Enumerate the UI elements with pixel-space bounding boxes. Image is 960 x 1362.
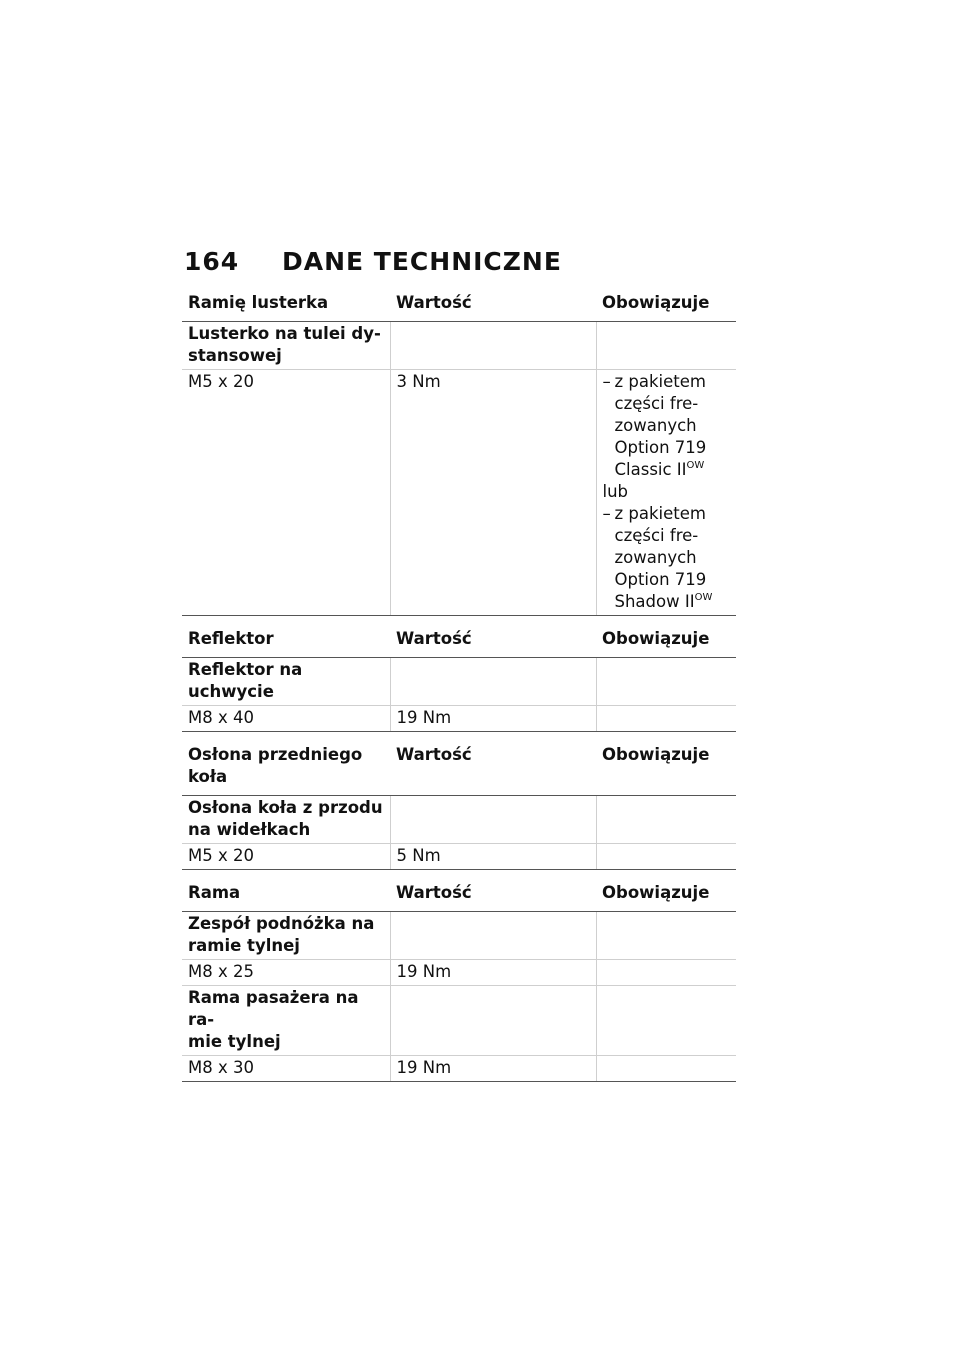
torque-tables: [182, 284, 736, 1082]
empty-cell: [390, 986, 596, 1056]
column-header-applies: Obowiązuje: [596, 620, 736, 658]
applies-or: lub: [602, 482, 629, 501]
torque-value: 19 Nm: [390, 960, 596, 986]
group-label: [182, 322, 390, 370]
applies-text: z pakietem części fre-zowanych Option 719 Shadow II: [614, 504, 707, 611]
table-row: [182, 706, 736, 732]
table-header-row: [182, 874, 736, 912]
table-frame: [182, 874, 736, 1082]
empty-cell: [596, 322, 736, 370]
section-title: DANE TECHNICZNE: [282, 246, 562, 276]
column-header-component: Rama: [182, 874, 390, 912]
ow-marker: OW: [694, 592, 713, 603]
group-label-text: Rama pasażera na ra- mie tylnej: [188, 988, 359, 1051]
group-row: [182, 796, 736, 844]
empty-cell: [596, 706, 736, 732]
table-front-fender: [182, 736, 736, 870]
bolt-size: M5 x 20: [182, 844, 390, 870]
column-header-applies: Obowiązuje: [596, 284, 736, 322]
dash-bullet: –: [602, 504, 611, 523]
applies-cell: [596, 370, 736, 616]
column-header-component: Ramię lusterka: [182, 284, 390, 322]
table-headlight: [182, 620, 736, 732]
table-header-row: [182, 620, 736, 658]
torque-value: 5 Nm: [390, 844, 596, 870]
ow-marker: OW: [686, 460, 705, 471]
empty-cell: [596, 986, 736, 1056]
empty-cell: [596, 658, 736, 706]
table-header-row: [182, 284, 736, 322]
empty-cell: [596, 960, 736, 986]
group-label-text: Lusterko na tulei dy- stansowej: [188, 324, 381, 365]
page-header: [184, 244, 562, 278]
applies-list: [603, 371, 731, 613]
empty-cell: [596, 796, 736, 844]
empty-cell: [596, 1056, 736, 1082]
applies-item: [603, 503, 731, 613]
table-mirror-arm: [182, 284, 736, 616]
torque-value: 19 Nm: [390, 1056, 596, 1082]
bolt-size: M8 x 30: [182, 1056, 390, 1082]
table-header-row: [182, 736, 736, 796]
table-row: [182, 1056, 736, 1082]
group-label: Zespół podnóżka na ramie tylnej: [182, 912, 390, 960]
empty-cell: [390, 912, 596, 960]
empty-cell: [596, 844, 736, 870]
empty-cell: [596, 912, 736, 960]
group-row: [182, 912, 736, 960]
applies-text: z pakietem części fre-zowanych Option 719 Classic II: [614, 372, 707, 479]
column-header-value: Wartość: [390, 736, 596, 796]
dash-bullet: –: [602, 372, 611, 391]
column-header-value: Wartość: [390, 284, 596, 322]
group-row: [182, 986, 736, 1056]
table-row: [182, 960, 736, 986]
column-header-applies: Obowiązuje: [596, 874, 736, 912]
table-row: [182, 844, 736, 870]
group-label: Osłona koła z przodu na widełkach: [182, 796, 390, 844]
column-header-component: Osłona przedniego koła: [182, 736, 390, 796]
group-label: Reflektor na uchwycie: [182, 658, 390, 706]
applies-item: [603, 371, 731, 481]
group-row: [182, 658, 736, 706]
bolt-size: M5 x 20: [182, 370, 390, 616]
column-header-value: Wartość: [390, 874, 596, 912]
bolt-size: M8 x 25: [182, 960, 390, 986]
empty-cell: [390, 322, 596, 370]
group-label: [182, 986, 390, 1056]
page-number: 164: [184, 246, 240, 276]
empty-cell: [390, 796, 596, 844]
column-header-value: Wartość: [390, 620, 596, 658]
torque-value: 19 Nm: [390, 706, 596, 732]
empty-cell: [390, 658, 596, 706]
column-header-component: Reflektor: [182, 620, 390, 658]
column-header-applies: Obowiązuje: [596, 736, 736, 796]
torque-value: 3 Nm: [390, 370, 596, 616]
bolt-size: M8 x 40: [182, 706, 390, 732]
table-row: [182, 370, 736, 616]
group-row: [182, 322, 736, 370]
